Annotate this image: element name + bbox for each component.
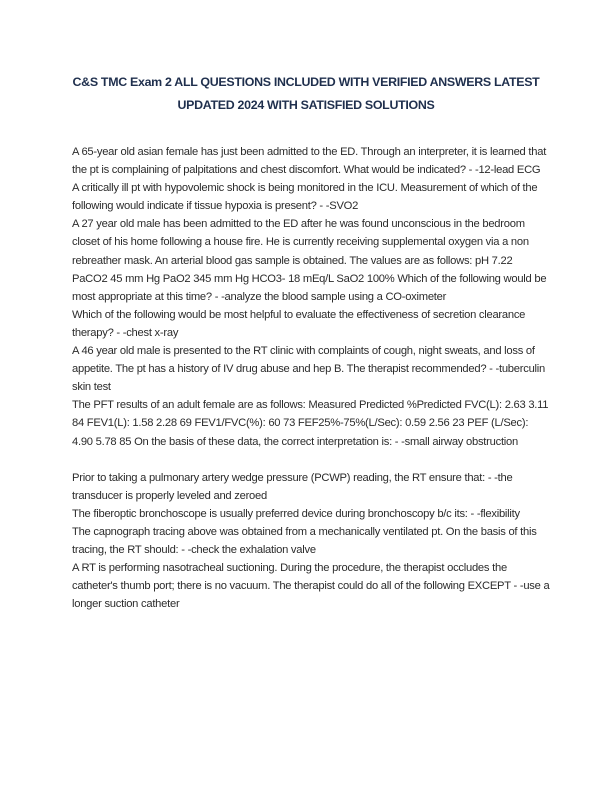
question-answer-10: A RT is performing nasotracheal suctioning. During the procedure, the therapist occludes the catheter's thumb port; there is no vacuum. The therapist could do all of the following EXCEPT - -use a longer suction catheter xyxy=(72,562,550,611)
question-answer-9: The capnograph tracing above was obtained from a mechanically ventilated pt. On the basis of this tracing, the RT should: - -check the exhalation valve xyxy=(72,525,537,556)
question-answer-1: A 65-year old asian female has just been admitted to the ED. Through an interpreter, it is learned that the pt is complaining of palpitations and chest discomfort. What would be indicated? - -12-lead ECG xyxy=(72,146,547,177)
question-answer-3: A 27 year old male has been admitted to the ED after he was found unconscious in the bedroom closet of his home following a house fire. He is currently receiving supplemental oxygen via a non rebreather mask. An arterial blood gas sample is obtained. The values are as follows: pH 7.22 PaCO2 45 mm Hg PaO2 345 mm Hg HCO3- 18 mEq/L SaO2 100% Which of the following would be most appropriate at this time? - -analyze the blood sample using a CO-oximeter xyxy=(72,218,547,303)
question-answer-2: A critically ill pt with hypovolemic shock is being monitored in the ICU. Measurement of which of the following would indicate if tissue hypoxia is present? - -SVO2 xyxy=(72,182,538,213)
document-title: C&S TMC Exam 2 ALL QUESTIONS INCLUDED WITH VERIFIED ANSWERS LATEST UPDATED 2024 WITH SATISFIED SOLUTIONS xyxy=(72,75,540,112)
question-answer-6: The PFT results of an adult female are as follows: Measured Predicted %Predicted FVC(L): 2.63 3.11 84 FEV1(L): 1.58 2.28 69 FEV1/FVC(%): 60 73 FEF25%-75%(L/Sec): 0.59 2.56 23 PEF (L/Sec): 4.90 5.78 85 On the basis of these data, the correct interpretation is: - -small airway obstruction xyxy=(72,399,549,448)
question-answer-7: Prior to taking a pulmonary artery wedge pressure (PCWP) reading, the RT ensure that: - -the transducer is properly leveled and zeroed xyxy=(72,471,513,502)
paragraph-gap xyxy=(72,451,550,469)
document-body xyxy=(72,143,550,613)
question-answer-8: The fiberoptic bronchoscope is usually preferred device during bronchoscopy b/c its: - -flexibility xyxy=(72,507,520,520)
question-answer-5: A 46 year old male is presented to the RT clinic with complaints of cough, night sweats, and loss of appetite. The pt has a history of IV drug abuse and hep B. The therapist recommended? - -tuberculin skin test xyxy=(72,345,545,394)
question-answer-4: Which of the following would be most helpful to evaluate the effectiveness of secretion clearance therapy? - -chest x-ray xyxy=(72,308,526,339)
